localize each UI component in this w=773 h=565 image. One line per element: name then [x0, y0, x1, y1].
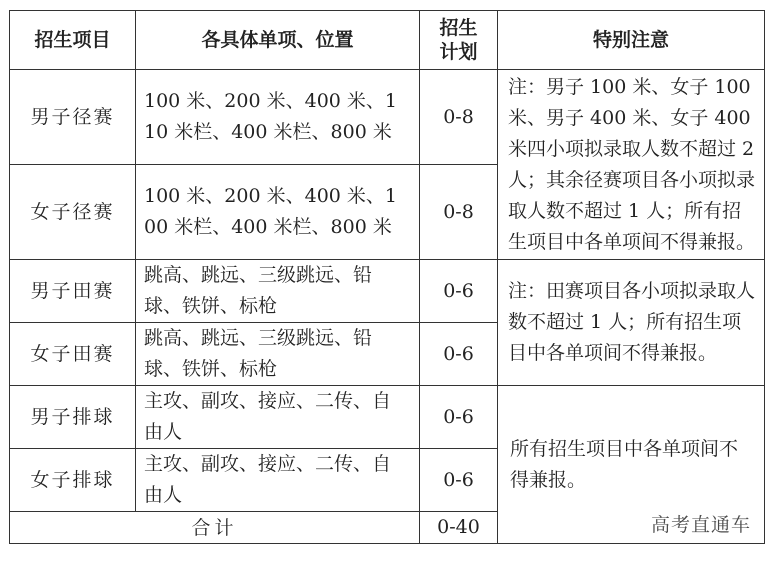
items-cell: 主攻、副攻、接应、二传、自由人	[136, 449, 420, 512]
project-cell: 女子径赛	[10, 165, 136, 260]
table-header-row	[10, 11, 765, 70]
plan-cell: 0-6	[420, 260, 498, 323]
plan-cell: 0-6	[420, 449, 498, 512]
plan-cell: 0-8	[420, 165, 498, 260]
items-cell: 100 米、200 米、400 米、110 米栏、400 米栏、800 米	[136, 70, 420, 165]
notes-cell-track: 注：男子 100 米、女子 100 米、男子 400 米、女子 400 米四小项拟录取人数不超过 2 人；其余径赛项目各小项拟录取人数不超过 1 人；所有招生项目中各单项间不得兼报。	[498, 70, 765, 260]
plan-cell: 0-6	[420, 323, 498, 386]
items-cell: 100 米、200 米、400 米、100 米栏、400 米栏、800 米	[136, 165, 420, 260]
header-notes: 特别注意	[498, 11, 765, 70]
items-cell: 跳高、跳远、三级跳远、铅球、铁饼、标枪	[136, 260, 420, 323]
total-label: 合计	[10, 512, 420, 544]
plan-cell: 0-8	[420, 70, 498, 165]
header-plan: 招生 计划	[420, 11, 498, 70]
project-cell: 女子排球	[10, 449, 136, 512]
table-row	[10, 70, 765, 165]
header-items: 各具体单项、位置	[136, 11, 420, 70]
table-row	[10, 386, 765, 449]
project-cell: 男子田赛	[10, 260, 136, 323]
plan-cell: 0-6	[420, 386, 498, 449]
watermark: 高考直通车	[650, 514, 751, 536]
table-row	[10, 260, 765, 323]
project-cell: 女子田赛	[10, 323, 136, 386]
items-cell: 跳高、跳远、三级跳远、铅球、铁饼、标枪	[136, 323, 420, 386]
header-project: 招生项目	[10, 11, 136, 70]
project-cell: 男子排球	[10, 386, 136, 449]
total-plan: 0-40	[420, 512, 498, 544]
admission-plan-table	[9, 10, 765, 544]
project-cell: 男子径赛	[10, 70, 136, 165]
notes-cell-field: 注：田赛项目各小项拟录取人数不超过 1 人；所有招生项目中各单项间不得兼报。	[498, 260, 765, 386]
notes-cell-volleyball: 所有招生项目中各单项间不得兼报。	[498, 386, 765, 544]
items-cell: 主攻、副攻、接应、二传、自由人	[136, 386, 420, 449]
